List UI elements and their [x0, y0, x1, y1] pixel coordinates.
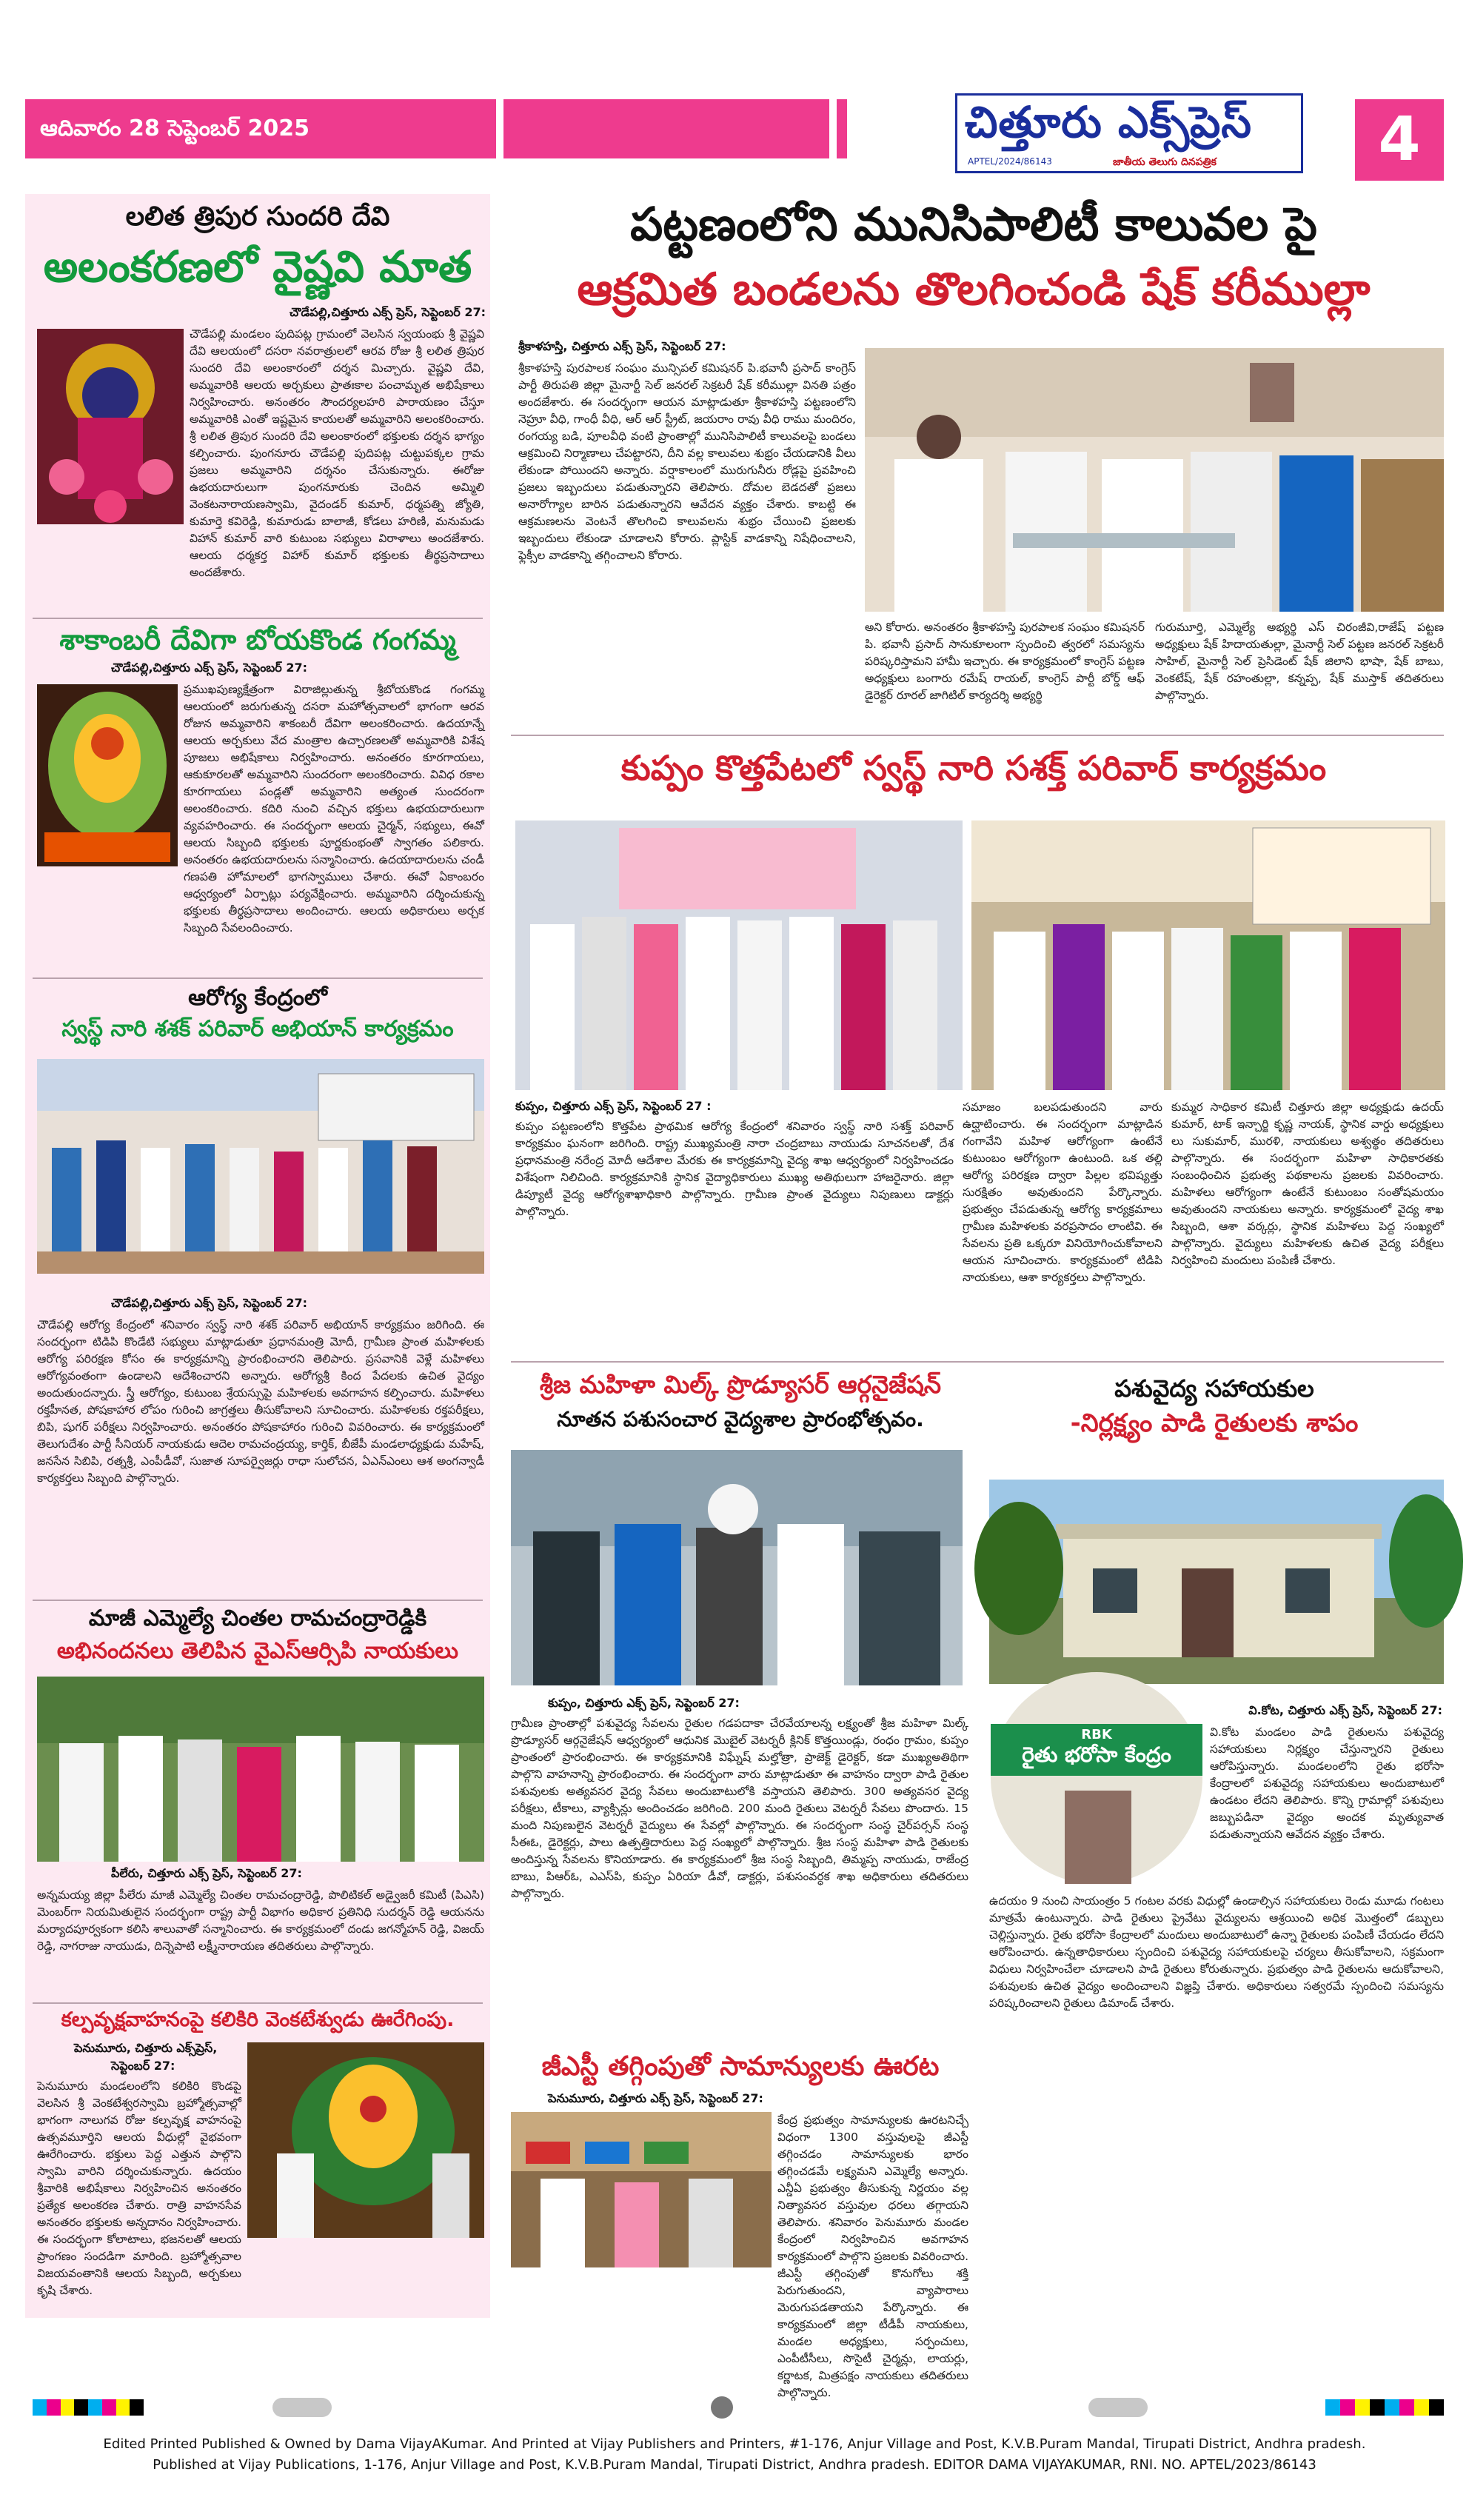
felicitation-photo — [37, 1677, 484, 1862]
gst-awareness-photo — [511, 2112, 772, 2267]
goddess-photo — [37, 329, 184, 524]
page-number: 4 — [1355, 99, 1444, 181]
header-date: ఆదివారం 28 సెప్టెంబర్ 2025 — [25, 99, 496, 158]
main-a2-dateline: కుప్పం, చిత్తూరు ఎక్స్ ప్రెస్, సెప్టెంబర్ 27 : — [515, 1099, 712, 1113]
divider — [33, 977, 483, 979]
kalpavruksha-vahanam-photo — [247, 2042, 484, 2238]
divider — [33, 1600, 483, 1601]
rbk-sign-code: RBK — [1081, 1727, 1112, 1742]
left-a3-headline: స్వస్థ్ నారి శశక్ పరివార్ అభియాన్ కార్యక్రమం — [61, 1016, 454, 1042]
main-a2-col2: సమాజం బలపడుతుందని వారు ఉద్ఘాటించారు. ఈ సందర్భంగా మాట్లాడిన గంగావేని మహిళ ఆరోగ్యంగా ఉంటేనే కుటుంబం ఆరోగ్యంగా ఉంటుంది. ఒక తల్లి ఆరోగ్య పరిరక్షణ ద్వారా పిల్లల భవిష్యత్తు సురక్షితం అవుతుందని పేర్కొన్నారు. ప్రభుత్వం చేపడుతున్న ఆరోగ్య కార్యక్రమాలు గ్రామీణ మహిళలకు వరప్రసాదం లాంటివి. ఈ సేవలను ప్రతి ఒక్కరూ వినియోగించుకోవాలని ఆయన సూచించారు. కార్యక్రమంలో టిడిపి నాయకులు, ఆశా కార్యకర్తలు పాల్గొన్నారు. — [963, 1100, 1162, 1284]
left-a3-body: చౌడేపల్లి ఆరోగ్య కేంద్రంలో శనివారం స్వస్థ్ నారి శశక్ పరివార్ అభియాన్ కార్యక్రమం జరిగింది. ఈ సందర్భంగా టిడిపి కొండేటి సభ్యులు మాట్లాడుతూ ప్రధానమంత్రి మోదీ, గ్రామీణ ప్రాంత మహిళలకు ఆరోగ్య పరిరక్షణ కోసం ఈ కార్యక్రమాన్ని ప్రారంభించారని తెలిపారు. ప్రసవానికి వెళ్లే మహిళలు ఆరోగ్యవంతంగా ఉండాలని ఆదేశించారని అన్నారు. ఆరోగ్యశ్రీ కింద పేదలకు ఉచిత వైద్యం అందుతుందన్నారు. స్త్రీ ఆరోగ్యం, కుటుంబ శ్రేయస్సుపై మహిళలకు అవగాహన కల్పించారు. మహిళలు రక్తహీనత, పోషకాహార లోపం గురించి జాగ్రత్తలు తీసుకోవాలని సూచించారు. మహిళలకు రక్తపరీక్షలు, బిపి, షుగర్ పరీక్షలు నిర్వహించారు. అనంతరం పోషకాహారం గురించి వివరించారు. ఈ కార్యక్రమంలో తెలుగుదేశం పార్టీ సీనియర్ నాయకుడు ఆదెల రామచంద్రయ్య, కార్తిక్, బీజేపీ మండలాధ్యక్షుడు మహేష్, జనసేన సిబిపి, రత్నశ్రీ, ఎంపీడీవో, సుజాత సూపర్వైజర్లు రాధా సులోచన, ఏఎన్ఎంలు ఆశ అంగన్వాడీ కార్యకర్తలు సిబ్బంది పాల్గొన్నారు. — [37, 1318, 484, 1485]
registration-mark — [272, 2398, 332, 2417]
main-a3-subhead: నూతన పశుసంచార వైద్యశాల ప్రారంభోత్సవం. — [557, 1407, 924, 1431]
left-a5-headline: కల్పవృక్షవాహనంపై కలికిరి వెంకటేశ్వుడు ఊరేగింపు. — [61, 2008, 455, 2031]
left-a1-headline: అలంకరణలో వైష్ణవి మాత — [43, 241, 472, 292]
color-registration-bar-right — [1325, 2399, 1444, 2416]
left-a3-dateline: చౌడేపల్లి,చిత్తూరు ఎక్స్ ప్రెస్, సెప్టెంబర్ 27: — [111, 1296, 308, 1310]
left-a4-headline: అభినందనలు తెలిపిన వైఎస్ఆర్సిపి నాయకులు — [56, 1638, 459, 1664]
kuppam-event-photo-2 — [971, 820, 1445, 1090]
masthead — [955, 93, 1303, 173]
health-camp-photo — [37, 1059, 484, 1274]
registration-mark — [1088, 2398, 1148, 2417]
left-a2-dateline: చౌడేపల్లి,చిత్తూరు ఎక్స్ ప్రెస్, సెప్టెంబర్ 27: — [111, 661, 308, 675]
main-a1-body3: గురుమూర్తి, ఎమ్మెల్యే అభ్యర్థి ఎస్ చిరంజీవి,రాజేష్ పట్టణ అధ్యక్షులు షేక్ హిదాయతుల్లా, మైనార్టీ సెల్ పట్టణ జనరల్ సెక్రటరీ సాహిల్, మైనార్టీ సెల్ ప్రెసిడెంట్ షేక్ జిలాని భాషా, షేక్ బాబు, వెంకటేష్, షేక్ రహంతుల్లా, కన్నప్ప, షేక్ ముస్తాక్ తదితరులు పాల్గొన్నారు. — [1155, 621, 1444, 702]
main-a4-body-cont — [511, 2270, 968, 2318]
divider — [511, 735, 1444, 736]
main-a3-body: గ్రామీణ ప్రాంతాల్లో పశువైద్య సేవలను రైతుల గడపదాకా చేరవేయాలన్న లక్ష్యంతో శ్రీజ మహిళా మిల్క్ ప్రొడ్యూసర్ ఆర్గనైజేషన్ ఆధ్వర్యంలో ఆధునిక మొబైల్ వెటర్నరీ క్లినిక్ కొత్తయిండ్లు, రంధం గ్రామం, కుప్పం ప్రాంతంలో ప్రారంభించారు. ఈ కార్యక్రమానికి విఘ్నేష్ మల్హోత్రా, ప్రాజెక్ట్ డైరెక్టర్, కడా ముఖ్యఅతిథిగా పాల్గొని వాహనాన్ని ప్రారంభించారు. ఈ సందర్భంగా వారు మాట్లాడుతూ ఈ వాహనం ద్వారా పాడి రైతుల పశువులకు అత్యవసర వైద్య సేవలు అందుబాటులోకి వస్తాయని తెలిపారు. 300 అత్యవసర వైద్య పరీక్షలు, టీకాలు, వ్యాక్సిన్లు అందించడం జరిగింది. 200 మంది రైతులు వెటర్నరీ సేవలు పొందారు. 15 మంది నిపుణులైన వెటర్నరీ వైద్యులు ఈ సేవల్లో పాల్గొన్నారు. ఈ సందర్భంగా సంస్థ చైర్‌పర్సన్ సంస్థ సీఈఓ, డైరెక్టర్లు, పాలు ఉత్పత్తిదారులు పెద్ద సంఖ్యలో పాల్గొన్నారు. శ్రీజ సంస్థ మహిళా పాడి రైతులకు అందిస్తున్న సేవలను కొనియాడారు. ఈ కార్యక్రమంలో శ్రీజ సంస్థ సిబ్బంది, తిమ్మప్ప నాయుడు, రాజేంద్ర బాబు, పిఆర్ఓ, ఎఎస్‌పి, కుప్పం ఏరియా డీవో, డాక్టర్లు, పశుసంవర్ధక శాఖ అధికారులు తదితరులు పాల్గొన్నారు. — [511, 1717, 968, 1900]
veterinary-vehicle-launch-photo — [511, 1450, 963, 1685]
imprint-line-2: Published at Vijay Publications, 1-176, Anjur Village and Post, K.V.B.Puram Mandal, Tirupati District, Andhra pradesh. EDITOR DAMA VIJAYAKUMAR, RNI. NO. APTEL/2023/86143 — [153, 2457, 1316, 2473]
masthead-reg: APTEL/2024/86143 — [968, 156, 1052, 167]
left-a2-body-cont — [37, 869, 484, 986]
main-a1-headline1: పట్టణంలోని మునిసిపాలిటీ కాలువల పై — [630, 197, 1317, 251]
main-a1-dateline: శ్రీకాళహస్తి, చిత్తూరు ఎక్స్ ప్రెస్, సెప్టెంబర్ 27: — [518, 339, 726, 353]
left-a5-dateline: పెనుమూరు, చిత్తూరు ఎక్స్‌ప్రెస్, — [74, 2041, 218, 2055]
imprint-line-1: Edited Printed Published & Owned by Dama VijayAKumar. And Printed at Vijay Publishers and Printers, #1-176, Anjur Village and Post, K.V.B.Puram Mandal, Tirupati District, Andhra pradesh. — [103, 2436, 1366, 2452]
header-bar — [503, 99, 829, 158]
divider — [511, 1361, 1444, 1363]
rbk-sign-inset — [991, 1672, 1202, 1884]
left-a4-kicker: మాజీ ఎమ్మెల్యే చింతల రామచంద్రారెడ్డికి — [88, 1605, 427, 1631]
main-a2-headline: కుప్పం కొత్తపేటలో స్వస్థ్ నారి స‌శక్త్ పరివార్ కార్యక్రమం — [620, 748, 1327, 788]
left-a1-dateline: చౌడేపల్లి,చిత్తూరు ఎక్స్ ప్రెస్, సెప్టెంబర్ 27: — [289, 305, 486, 319]
main-a2-col3: కుమ్మర సాధికార కమిటీ చిత్తూరు జిల్లా అధ్యక్షుడు ఉదయ్ కుమార్, టాక్ ఇన్చార్జి కృష్ణ నాయక్, స్థానిక వార్డు అధ్యక్షులు లు సుకుమార్, మురళి, నాయకులు అశ్వత్థం తదితరులు పాల్గొన్నారు. ఈ సందర్భంగా మహిళా సాధికారతకు సంబంధించిన ప్రభుత్వ పథకాలను ప్రజలకు వివరించారు. మహిళలు ఆరోగ్యంగా ఉంటేనే కుటుంబం సంతోషమయం అవుతుందని నాయకులు అన్నారు. కార్యక్రమంలో వైద్య శాఖ సిబ్బంది, ఆశా వర్కర్లు, స్థానిక మహిళలు పెద్ద సంఖ్యలో పాల్గొన్నారు. వైద్యులు మహిళలకు ఉచిత వైద్య పరీక్షలు నిర్వహించి మందులు పంపిణీ చేశారు. — [1171, 1100, 1444, 1267]
main-a1-headline2: ఆక్రమిత బండలను తొలగించండి షేక్ కరీముల్లా — [577, 264, 1371, 315]
rbk-sign-board — [991, 1724, 1202, 1776]
left-a5-body: పెనుమూరు మండలంలోని కలికిరి కొండపై వెలసిన శ్రీ వెంకటేశ్వరస్వామి బ్రహ్మోత్సవాల్లో భాగంగా నాలుగవ రోజు కల్పవృక్ష వాహనంపై ఉత్సవమూర్తిని ఆలయ వీధుల్లో వైభవంగా ఊరేగించారు. భక్తులు పెద్ద ఎత్తున పాల్గొని స్వామి వారిని దర్శించుకున్నారు. ఉదయం శ్రీవారికి అభిషేకాలు నిర్వహించిన అనంతరం ప్రత్యేక అలంకరణ చేశారు. రాత్రి వాహనసేవ అనంతరం భక్తులకు అన్నదానం నిర్వహించారు. ఈ సందర్భంగా కోలాటాలు, భజనలతో ఆలయ ప్రాంగణం సందడిగా మారింది. బ్రహ్మోత్సవాల విజయవంతానికి ఆలయ సిబ్బంది, అర్చకులు కృషి చేశారు. — [37, 2079, 241, 2297]
left-a2-body: ప్రముఖపుణ్యక్షేత్రంగా విరాజిల్లుతున్న శ్రీబోయకొండ గంగమ్మ ఆలయంలో జరుగుతున్న దసరా మహోత్సవాలలో భాగంగా ఆరవ రోజున అమ్మవారిని శాకంబరీ దేవిగా అలంకరించారు. ఉదయాన్నే ఆలయ అర్చకులు వేద మంత్రాల ఉచ్చారణలతో అమ్మవారికి విశేష పూజలు అభిషేకాలు నిర్వహించారు. అనంతరం కూరగాయలు, ఆకుకూరలతో అమ్మవారిని సుందరంగా అలంకరించారు. వివిధ రకాల కూరగాయలు పండ్లతో అమ్మవారిని అత్యంత సుందరంగా అలంకరించారు. కదిరి నుంచి వచ్చిన భక్తులు ఉభయదారులుగా వ్యవహరించారు. ఈ సందర్భంగా ఆలయ చైర్మన్, సభ్యులు, ఈవో ఆలయ సిబ్బంది భక్తులకు పూర్ణకుంభంతో స్వాగతం పలికారు. అనంతరం ఉభయదారులను సన్మానించారు. ఉదయాదారులను చండీ గణపతి హోమాలలో భాగస్వాములు చేశారు. ఈవో ఏకాంబరం ఆధ్వర్యంలో ఏర్పాట్లు పర్యవేక్షించారు. అమ్మవారిని దర్శించుకున్న భక్తులకు తీర్థప్రసాదాలు అందించారు. ఆలయ అధికారులు అర్చక సిబ్బంది సేవలందించారు. — [184, 683, 484, 935]
left-a2-headline: శాకాంబరీ దేవిగా బోయకొండ గంగమ్మ — [59, 624, 456, 656]
main-a5-body1: వి.కోట మండలం పాడి రైతులను పశువైద్య సహాయకులు నిర్లక్ష్యం చేస్తున్నారని రైతులు ఆరోపిస్తున్నారు. మండలంలోని రైతు భరోసా కేంద్రాలలో పశువైద్య సహాయకులు అందుబాటులో ఉండటం లేదని తెలిపారు. కొన్ని గ్రామాల్లో పశువులు జబ్బుపడినా వైద్యం అందక మృత్యువాత పడుతున్నాయని ఆవేదన వ్యక్తం చేశారు. — [1210, 1725, 1444, 1841]
masthead-title: చిత్తూరు ఎక్స్‌ప్రెస్ — [965, 97, 1252, 147]
main-a5-headline: -నిర్లక్ష్యం పాడి రైతులకు శాపం — [1070, 1408, 1359, 1438]
rbk-door — [1065, 1791, 1131, 1884]
divider — [33, 2002, 483, 2004]
kuppam-event-photo-1 — [515, 820, 963, 1090]
main-a3-headline: శ్రీజ మహిళా మిల్క్ ప్రొడ్యూసర్ ఆర్గనైజేషన్ — [539, 1370, 942, 1399]
veterinary-centre-building-photo — [989, 1480, 1444, 1684]
main-a4-headline: జీఎస్టీ తగ్గింపుతో సామాన్యులకు ఊరట — [541, 2051, 940, 2082]
boyakonda-gangamma-photo — [37, 684, 178, 866]
main-a1-body2: అని కోరారు. అనంతరం శ్రీకాళహస్తి పురపాలక సంఘం కమిషనర్ పి. భవానీ ప్రసాద్ సానుకూలంగా స్పందించి త్వరలో సమస్యను పరిష్కరిస్తామని హామీ ఇచ్చారు. ఈ కార్యక్రమంలో కాంగ్రెస్ పట్టణ అధ్యక్షులు బంగారు రమేష్ రాయల్, కాంగ్రెస్ పార్టీ బోర్డ్ ఆఫ్ డైరెక్టర్ రూరల్ జాగిటిల్ కార్యదర్శి అభ్యర్థి — [865, 621, 1145, 702]
main-a4-body: కేంద్ర ప్రభుత్వం సామాన్యులకు ఊరటనిచ్చే విధంగా 1300 వస్తువులపై జీఎస్టీ తగ్గించడం సామాన్యులకు భారం తగ్గించడమే లక్ష్యమని ఎమ్మెల్యే అన్నారు. ఎన్డీఏ ప్రభుత్వం తీసుకున్న నిర్ణయం వల్ల నిత్యావసర వస్తువుల ధరలు తగ్గాయని తెలిపారు. శనివారం పెనుమూరు మండల కేంద్రంలో నిర్వహించిన అవగాహన కార్యక్రమంలో పాల్గొని ప్రజలకు వివరించారు. జీఎస్టీ తగ్గింపుతో కొనుగోలు శక్తి పెరుగుతుందని, వ్యాపారాలు మెరుగుపడతాయని పేర్కొన్నారు. ఈ కార్యక్రమంలో జిల్లా టీడీపీ నాయకులు, మండల అధ్యక్షులు, సర్పంచులు, ఎంపీటీసీలు, సొసైటీ చైర్మన్లు, లాయర్లు, కర్ణాటక, మిత్రపక్షం నాయకులు తదితరులు పాల్గొన్నారు. — [777, 2113, 968, 2399]
registration-mark — [711, 2396, 733, 2419]
left-a4-body: అన్నమయ్య జిల్లా పీలేరు మాజీ ఎమ్మెల్యే చింతల రామచంద్రారెడ్డి, పొలిటికల్ అడ్వైజరీ కమిటీ (పిఎసి) మెంబర్‌గా నియమితులైన సందర్భంగా రాష్ట్ర పార్టీ విభాగం అధికార ప్రతినిధి సుదర్శన్ రెడ్డి ఆయనను మర్యాదపూర్వకంగా కలిసి శాలువాతో సన్మానించారు. ఈ కార్యక్రమంలో దండు జగన్మోహన్ రెడ్డి, విజయ్ రెడ్డి, నాగరాజు నాయుడు, దిన్నెపాటి లక్ష్మీనారాయణ తదితరులు పాల్గొన్నారు. — [37, 1888, 484, 1953]
main-a2-col1: కుప్పం పట్టణంలోని కొత్తపేట ప్రాథమిక ఆరోగ్య కేంద్రంలో శనివారం స్వస్థ్ నారి సశక్త్ పరివార్ కార్యక్రమం ఘనంగా జరిగింది. రాష్ట్ర ముఖ్యమంత్రి నారా చంద్రబాబు నాయుడు సూచనలతో, దేశ ప్రధానమంత్రి నరేంద్ర మోదీ ఆదేశాల మేరకు ఈ కార్యక్రమాన్ని వైద్య శాఖ ఆధ్వర్యంలో నిర్వహించడం విశేషంగా నిలిచింది. కార్యక్రమానికి స్థానిక వైద్యాధికారులు ముఖ్య అతిథులుగా హాజరైనారు. జిల్లా డిప్యూటీ వైద్య ఆరోగ్యశాఖాధికారి పాల్గొన్నారు. గ్రామీణ ప్రాంత వైద్యులు నిపుణులు డాక్టర్లు పాల్గొన్నారు. — [515, 1120, 954, 1218]
left-a4-dateline: పీలేరు, చిత్తూరు ఎక్స్ ప్రెస్, సెప్టెంబర్ 27: — [111, 1866, 302, 1880]
main-a3-dateline: కుప్పం, చిత్తూరు ఎక్స్ ప్రెస్, సెప్టెంబర్ 27: — [548, 1696, 740, 1710]
masthead-tagline: జాతీయ తెలుగు దినపత్రిక — [1113, 156, 1217, 168]
rbk-sign-text: రైతు భరోసా కేంద్రం — [1022, 1742, 1171, 1767]
memorandum-submission-photo — [865, 348, 1444, 612]
main-a1-body1: శ్రీకాళహస్తి పురపాలక సంఘం మున్సిపల్ కమిషనర్ పి.భవానీ ప్రసాద్ కాంగ్రెస్ పార్టీ తిరుపతి జిల్లా మైనార్టీ సెల్ జనరల్ సెక్రటరీ షేక్ కరీముల్లా వినతి పత్రం అందజేశారు. ఈ సందర్భంగా ఆయన మాట్లాడుతూ శ్రీకాళహస్తి పట్టణంలోని నెహ్రూ వీధి, గాంధీ వీధి, ఆర్ ఆర్ స్ట్రీట్, జయరాం రావు వీధి రాము మందిరం, రంగయ్య బడి, పూలవీధి వంటి ప్రాంతాల్లో మునిసిపాలిటీ కాలువలపై బండలు ఆక్రమించి నిర్మాణాలు చేపట్టారని, దీని వల్ల కాలువలు శుభ్రం చేయడానికి వీలు లేకుండా పోయిందని అన్నారు. వర్షాకాలంలో మురుగునీరు రోడ్లపై ప్రవహించి ప్రజలు ఇబ్బందులు పడుతున్నారని తెలిపారు. దోమల బెడదతో ప్రజలు అనారోగ్యాల బారిన పడుతున్నారని ఆవేదన వ్యక్తం చేశారు. కాబట్టి ఈ ఆక్రమణలను వెంటనే తొలగించి కాలువలను శుభ్రం చేయించి ప్రజలకు ఇబ్బందులు లేకుండా చూడాలని కోరారు. ప్లాస్టిక్ వాడకాన్ని నిషేధించాలని, ఫ్లెక్సీల వాడకాన్ని తగ్గించాలని కోరారు. — [518, 361, 856, 562]
header-bar-small — [837, 99, 847, 158]
left-a3-kicker: ఆరోగ్య కేంద్రంలో — [188, 985, 327, 1011]
left-a5-dateline2: సెప్టెంబర్ 27: — [111, 2059, 175, 2073]
left-a1-body: చౌడేపల్లి మండలం పుదిపట్ల గ్రామంలో వెలసిన స్వయంభు శ్రీ వైష్ణవి దేవి ఆలయంలో దసరా నవరాత్రులలో ఆరవ రోజు శ్రీ లలిత త్రిపుర సుందరి దేవి అలంకారంలో దర్శన మిచ్చారు. వైష్ణవి దేవి, అమ్మవారికి ఆలయ అర్చకులు ప్రాతఃకాల పంచామృత అభిషేకాలు నిర్వహించారు. అనంతరం సౌందర్యలహరి పారాయణం చేస్తూ అమ్మవారికి ఎంతో ఇష్టమైన కాయలతో అమ్మవారిని అలంకరించారు. శ్రీ లలిత త్రిపుర సుందరి దేవి అలంకారంలో భక్తులకు దర్శన భాగ్యం కల్పించారు. పుంగనూరు చౌడేపల్లి పుదిపట్ల చుట్టుపక్కల గ్రామ ప్రజలు అమ్మవారిని దర్శనం చేసుకున్నారు. ఈరోజు ఉభయదారులుగా పుంగనూరుకు చెందిన అమ్మిలి వెంకటనారాయణస్వామి, వైదండర్ కుమార్, ధర్మపత్ని జ్యోతి, కుమార్తె కవిరెడ్డి, కుమారుడు బాలాజీ, కోడలు హరిణి, మనుమడు విహాన్ కుమార్ వారి కుటుంబ సభ్యులు విరాళాలు అందజేశారు. ఆలయ ధర్మకర్త విహార్ కుమార్ భక్తులకు తీర్థప్రసాదాలు అందజేశారు. — [190, 327, 484, 579]
left-a1-kicker: లలిత త్రిపుర సుందరి దేవి — [125, 201, 390, 232]
main-a5-kicker: పశువైద్య సహాయకుల — [1114, 1374, 1314, 1403]
color-registration-bar-left — [33, 2399, 144, 2416]
main-a5-body2: ఉదయం 9 నుంచి సాయంత్రం 5 గంటల వరకు విధుల్లో ఉండాల్సిన సహాయకులు రెండు మూడు గంటలు మాత్రమే ఉంటున్నారు. పాడి రైతులు ప్రైవేటు వైద్యులను ఆశ్రయించి అధిక మొత్తంలో డబ్బులు చెల్లిస్తున్నారు. రైతు భరోసా కేంద్రాలలో మందులు అందుబాటులో ఉన్నా రైతులకు పంపిణీ చేయడం లేదని ఆరోపించారు. ఉన్నతాధికారులు స్పందించి పశువైద్య సహాయకులపై చర్యలు తీసుకోవాలని, సక్రమంగా విధులు నిర్వహించేలా చూడాలని పాడి రైతులు కోరుతున్నారు. ప్రభుత్వం పాడి రైతులను ఆదుకోవాలని, పశువులకు ఉచిత వైద్యం అందించాలని విజ్ఞప్తి చేశారు. అధికారులు సత్వరమే స్పందించి సమస్యను పరిష్కరించాలని రైతులు డిమాండ్ చేశారు. — [989, 1894, 1444, 2010]
main-a5-dateline: వి.కోట, చిత్తూరు ఎక్స్ ప్రెస్, సెప్టెంబర్ 27: — [1248, 1703, 1442, 1717]
main-a4-dateline: పెనుమూరు, చిత్తూరు ఎక్స్ ప్రెస్, సెప్టెంబర్ 27: — [548, 2091, 763, 2105]
divider — [33, 618, 483, 619]
